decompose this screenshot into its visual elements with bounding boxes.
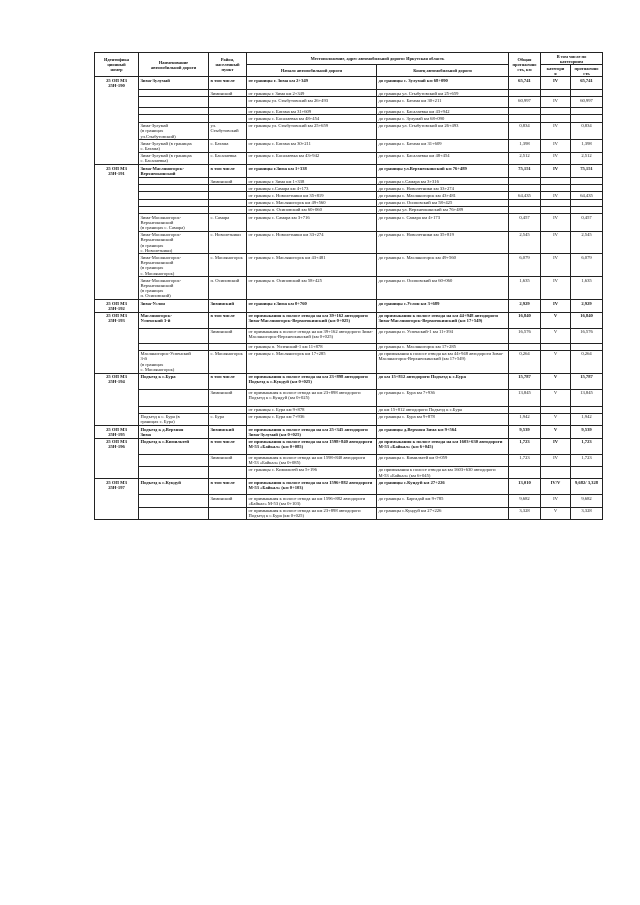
header-road-end: Конец автомобильной дороги	[377, 65, 509, 77]
total-length: 1,723	[509, 454, 541, 466]
category-length: 6,079	[571, 254, 603, 277]
total-length: 1,398	[509, 140, 541, 152]
total-length: 13,010	[509, 479, 541, 495]
road-end: до границы с.Услон км 3+689	[377, 300, 509, 312]
table-row	[95, 507, 603, 519]
table-row	[95, 152, 603, 164]
total-length: 75,151	[509, 165, 541, 178]
category-length: 1,942	[571, 413, 603, 425]
district-cell: с. Самара	[209, 214, 247, 232]
road-start: от границы с. Кимильтей км 5+196	[247, 466, 377, 478]
district-cell: Зиминский	[209, 389, 247, 406]
category-cell: V	[541, 389, 571, 406]
road-start: от примыкания к полосе отвода на км 1598+840 автодороги М-53 «Байкал» (км 0+085)	[247, 454, 377, 466]
road-id: 25 ОП МЗ 25Н-195	[95, 426, 139, 438]
category-cell: V	[541, 350, 571, 373]
category-cell	[541, 185, 571, 192]
district-cell: п. Осиповский	[209, 277, 247, 300]
category-cell	[541, 199, 571, 206]
road-end: до границы с. Басалаевка км 48+454	[377, 152, 509, 164]
category-length	[571, 178, 603, 185]
road-start: от границы с. Бура км 7+936	[247, 413, 377, 425]
total-length	[509, 185, 541, 192]
road-start: от примыкания к полосе отвода на км 39+162 автодороги Зима-Масляногорск-Верхнеокинский (км 0+025)	[247, 312, 377, 328]
total-length: 65,741	[509, 77, 541, 90]
category-cell: IV	[541, 214, 571, 232]
category-cell: IV	[541, 77, 571, 90]
total-length: 16,840	[509, 312, 541, 328]
road-end: до границы с.Кундуй км 27+226	[377, 479, 509, 495]
total-length: 1,942	[509, 413, 541, 425]
road-name: Подъезд к с.Кимильтей	[139, 438, 209, 454]
total-length: 0,457	[509, 214, 541, 232]
road-id: 25 ОП МЗ 25Н-193	[95, 312, 139, 373]
road-name	[139, 185, 209, 192]
district-cell: с. Басалаевка	[209, 152, 247, 164]
category-length: 15,787	[571, 373, 603, 389]
category-length: 9,682	[571, 495, 603, 507]
road-end: до границы с. Бура км 9+878	[377, 413, 509, 425]
road-start: от границы г. Зима км 2+349	[247, 77, 377, 90]
category-cell: IV	[541, 192, 571, 199]
total-length: 1,723	[509, 438, 541, 454]
category-cell: IV	[541, 165, 571, 178]
table-row	[95, 122, 603, 140]
category-length: 0,457	[571, 214, 603, 232]
road-name: Подъезд к д.Верхняя Зима	[139, 426, 209, 438]
road-start: от границы с. Новолетники км 33+274	[247, 231, 377, 254]
district-cell: Зиминский	[209, 178, 247, 185]
total-length	[509, 199, 541, 206]
road-name	[139, 466, 209, 478]
road-registry-table	[94, 52, 603, 520]
category-cell: IV/V	[541, 479, 571, 495]
district-cell: в том числе	[209, 479, 247, 495]
table-row	[95, 185, 603, 192]
road-name: Подъезд к с. Бура (в границах с. Бура)	[139, 413, 209, 425]
table-row	[95, 343, 603, 350]
road-end: до границы с. Батама км 31+609	[377, 140, 509, 152]
district-cell: с. Масляногорск	[209, 254, 247, 277]
table-row	[95, 328, 603, 343]
category-cell: V	[541, 413, 571, 425]
road-name: Зима-Зулумай	[139, 77, 209, 90]
road-start: от примыкания к полосе отвода на км 23+898 автодороги Подъезд к с.Кундуй (км 0+025)	[247, 389, 377, 406]
road-end: до границы с. Батама км 30+211	[377, 97, 509, 108]
road-name: Подъезд к с.Бура	[139, 373, 209, 389]
road-start: от примыкания к полосе отвода на км 25+345 автодороги Зима-Зулумай (км 0+025)	[247, 426, 377, 438]
table-row	[95, 406, 603, 413]
total-length: 15,787	[509, 373, 541, 389]
total-length: 0,264	[509, 350, 541, 373]
table-row	[95, 495, 603, 507]
district-cell: Зиминский	[209, 426, 247, 438]
district-cell: ул. Стыбутовский	[209, 122, 247, 140]
table-row	[95, 140, 603, 152]
category-length	[571, 199, 603, 206]
category-length	[571, 466, 603, 478]
road-name	[139, 495, 209, 507]
road-name	[139, 454, 209, 466]
road-start: от примыкания к полосе отвода на км 39+162 автодороги Зима-Масляногорск-Верхнеокинский (км 0+025)	[247, 328, 377, 343]
category-length: 2,545	[571, 231, 603, 254]
total-length	[509, 466, 541, 478]
total-length: 6,079	[509, 254, 541, 277]
road-name	[139, 178, 209, 185]
road-name	[139, 343, 209, 350]
table-row	[95, 192, 603, 199]
table-row	[95, 178, 603, 185]
road-end: до км 15+812 автодороги Подъезд к с.Бура	[377, 406, 509, 413]
total-length	[509, 343, 541, 350]
category-cell: V	[541, 426, 571, 438]
road-end: до границы с. Баргадай км 9+785	[377, 495, 509, 507]
road-id: 25 ОП МЗ 25Н-190	[95, 77, 139, 165]
road-end: до км 15+812 автодороги Подъезд к с.Бура	[377, 373, 509, 389]
category-length: 0,834	[571, 122, 603, 140]
district-cell	[209, 466, 247, 478]
district-cell: в том числе	[209, 438, 247, 454]
category-length	[571, 185, 603, 192]
total-length	[509, 115, 541, 122]
road-end: до примыкания к полосе отвода на км 1603+630 автодороги М-53 «Байкал» (км 6+045)	[377, 466, 509, 478]
category-length	[571, 406, 603, 413]
road-end: до границы с. Новолетники км 33+274	[377, 185, 509, 192]
road-end: до границы ул.Верхнеокинский км 76+489	[377, 165, 509, 178]
district-cell: с. Масляногорск	[209, 350, 247, 373]
category-cell: V	[541, 312, 571, 328]
category-length	[571, 115, 603, 122]
road-name: Подъезд к с.Кундуй	[139, 479, 209, 495]
header-road-start: Начало автомобильной дороги	[247, 65, 377, 77]
road-name: Зима-Масляногорск- Верхнеокинский (в границах с. Масляногорск)	[139, 254, 209, 277]
category-length: 1,635	[571, 277, 603, 300]
category-length: 1,723	[571, 438, 603, 454]
total-length: 2,929	[509, 300, 541, 312]
category-length: 2,512	[571, 152, 603, 164]
category-length	[571, 206, 603, 213]
category-cell: IV	[541, 97, 571, 108]
district-cell: с. Батама	[209, 140, 247, 152]
table-body	[95, 77, 603, 520]
district-cell: с. Бура	[209, 413, 247, 425]
road-start: от границы п. Осиповский км 60+060	[247, 206, 377, 213]
table-row	[95, 214, 603, 232]
road-end: до границы с. Басалаевка км 43+942	[377, 108, 509, 115]
table-row	[95, 350, 603, 373]
total-length: 60,997	[509, 97, 541, 108]
table-row	[95, 413, 603, 425]
category-cell: V	[541, 328, 571, 343]
total-length: 0,834	[509, 122, 541, 140]
road-name	[139, 192, 209, 199]
district-cell: в том числе	[209, 165, 247, 178]
road-start: от примыкания к полосе отвода на км 1596+882 автодороги «Байкал» М-53 (км 0+103)	[247, 495, 377, 507]
total-length: 1,635	[509, 277, 541, 300]
category-cell: IV	[541, 277, 571, 300]
table-row	[95, 108, 603, 115]
category-length: 75,151	[571, 165, 603, 178]
total-length: 2,545	[509, 231, 541, 254]
total-length	[509, 406, 541, 413]
category-cell: IV	[541, 454, 571, 466]
district-cell: в том числе	[209, 77, 247, 90]
table-row	[95, 466, 603, 478]
total-length: 16,576	[509, 328, 541, 343]
header-cat-length: протяженно сть	[571, 65, 603, 77]
road-name: Зима-Масляногорск- Верхнеокинский	[139, 165, 209, 178]
road-id: 25 ОП МЗ 25Н-197	[95, 479, 139, 520]
road-start: от границы ул. Стыбутовский км 26+493	[247, 97, 377, 108]
road-start: от примыкания к полосе отвода на км 1596+882 автодороги М-53 «Байкал» (км 0+103)	[247, 479, 377, 495]
road-start: от границы с. Самара км 3+716	[247, 214, 377, 232]
road-id: 25 ОП МЗ 25Н-192	[95, 300, 139, 312]
table-row	[95, 254, 603, 277]
road-end: до границы с. Новолетники км 35+819	[377, 231, 509, 254]
road-end: до границы ул. Стыбутовский км 26+493	[377, 122, 509, 140]
road-id: 25 ОП МЗ 25Н-191	[95, 165, 139, 300]
total-length: 9,539	[509, 426, 541, 438]
road-end: до границы п. Осиповский км 60+060	[377, 277, 509, 300]
road-start: от примыкания к полосе отвода на км 23+898 автодороги Подъезд к с.Бура (км 0+025)	[247, 507, 377, 519]
road-end: до примыкания к полосе отвода на км 44+948 автодороги Зима-Масляногорск-Верхнеокинский (км 17+549)	[377, 350, 509, 373]
table-row	[95, 277, 603, 300]
table-row	[95, 300, 603, 312]
category-cell: IV	[541, 140, 571, 152]
road-end: до границы ул. Стыбутовский км 25+659	[377, 90, 509, 97]
road-start: от границы ул. Стыбутовский км 25+659	[247, 122, 377, 140]
district-cell	[209, 507, 247, 519]
road-start: от границы п. Осиповский км 58+425	[247, 277, 377, 300]
category-length: 64,435	[571, 192, 603, 199]
road-start: от границы с. Масляногорск км 43+481	[247, 254, 377, 277]
category-length: 9,539	[571, 426, 603, 438]
road-name: Масляногорск- Успенский 3-й	[139, 312, 209, 328]
table-row	[95, 389, 603, 406]
district-cell	[209, 206, 247, 213]
road-end: до границы с. Масляногорск км 43+481	[377, 192, 509, 199]
table-row	[95, 115, 603, 122]
road-start: от границы с. Басалаевка км 48+454	[247, 115, 377, 122]
road-name	[139, 507, 209, 519]
road-start: от границы с. Новолетники км 35+819	[247, 192, 377, 199]
table-row	[95, 199, 603, 206]
road-name	[139, 206, 209, 213]
table-row	[95, 479, 603, 495]
road-name: Зима-Услон	[139, 300, 209, 312]
category-cell	[541, 343, 571, 350]
road-name	[139, 389, 209, 406]
road-end: до границы с. Зулумай км 68+090	[377, 115, 509, 122]
category-length: 1,398	[571, 140, 603, 152]
category-cell: IV	[541, 495, 571, 507]
road-end: до границы с. Масляногорск км 17+285	[377, 343, 509, 350]
table-row	[95, 231, 603, 254]
category-cell: V	[541, 507, 571, 519]
road-name: Зима-Зулумай (в границах ул.Стыбутовский)	[139, 122, 209, 140]
table-row	[95, 90, 603, 97]
category-length	[571, 90, 603, 97]
district-cell: с. Новолетники	[209, 231, 247, 254]
category-length: 2,929	[571, 300, 603, 312]
road-end: до границы п. Успенский-1 км 11+394	[377, 328, 509, 343]
road-name: Масляногорск-Успенский 3-й (в границах с. Масляногорск)	[139, 350, 209, 373]
district-cell	[209, 192, 247, 199]
header-road-name: Наименование автомобильной дороги	[139, 53, 209, 77]
category-cell	[541, 108, 571, 115]
road-end: до границы д.Верхняя Зима км 9+564	[377, 426, 509, 438]
category-cell	[541, 115, 571, 122]
category-cell: IV	[541, 254, 571, 277]
category-length	[571, 343, 603, 350]
road-name: Зима-Масляногорск- Верхнеокинский (в границах п. Осиповский)	[139, 277, 209, 300]
road-start: от границы с. Басалаевка км 43+942	[247, 152, 377, 164]
district-cell	[209, 108, 247, 115]
category-length: 13,845	[571, 389, 603, 406]
district-cell	[209, 115, 247, 122]
total-length: 2,512	[509, 152, 541, 164]
header-id-number: Идентифика ционный номер	[95, 53, 139, 77]
road-start: от границы г. Зима км 2+349	[247, 90, 377, 97]
road-end: до границы ул. Верхнеокинский км 76+489	[377, 206, 509, 213]
road-end: до границы с. Самара км 4+173	[377, 214, 509, 232]
road-id: 25 ОП МЗ 25Н-194	[95, 373, 139, 426]
category-cell	[541, 90, 571, 97]
road-name	[139, 108, 209, 115]
road-end: до границы с.Самара км 3+316	[377, 178, 509, 185]
district-cell: Зиминский	[209, 90, 247, 97]
road-end: до границы с. Бура км 7+936	[377, 389, 509, 406]
total-length: 13,845	[509, 389, 541, 406]
district-cell	[209, 97, 247, 108]
road-start: от границы г.Зима км 1+338	[247, 165, 377, 178]
road-start: от границы с. Бура км 9+878	[247, 406, 377, 413]
road-end: до границы с. Зулумай км 68+090	[377, 77, 509, 90]
table-row	[95, 97, 603, 108]
table-row	[95, 426, 603, 438]
category-cell	[541, 178, 571, 185]
road-start: от границы с. Масляногорск км 49+560	[247, 199, 377, 206]
road-end: до границы с. Кимильтей км 0+059	[377, 454, 509, 466]
category-length: 9,682/ 3,328	[571, 479, 603, 495]
category-length: 3,328	[571, 507, 603, 519]
road-end: до границы с.Кундуй км 27+226	[377, 507, 509, 519]
road-end: до примыкания к полосе отвода на км 44+948 автодороги Зима-Масляногорск-Верхнеокинский (км 17+549)	[377, 312, 509, 328]
road-name	[139, 406, 209, 413]
road-name: Зима-Зулумай (в границах с. Басалаевка)	[139, 152, 209, 164]
road-id: 25 ОП МЗ 25Н-196	[95, 438, 139, 479]
road-name	[139, 90, 209, 97]
category-length: 60,997	[571, 97, 603, 108]
total-length: 9,682	[509, 495, 541, 507]
district-cell: в том числе	[209, 312, 247, 328]
road-start: от границы г.Зима км 0+760	[247, 300, 377, 312]
district-cell: Зиминский	[209, 495, 247, 507]
road-start: от границы с. Масляногорск км 17+285	[247, 350, 377, 373]
road-end: до границы с. Масляногорск км 49+560	[377, 254, 509, 277]
road-start: от границы п. Успенский-1 км 11+878	[247, 343, 377, 350]
table-row	[95, 77, 603, 90]
road-start: от границы с. Батама км 31+609	[247, 108, 377, 115]
table-row	[95, 454, 603, 466]
district-cell: Зиминский	[209, 328, 247, 343]
road-name: Зима-Масляногорск- Верхнеокинский (в границах с. Самара)	[139, 214, 209, 232]
road-name: Зима-Зулумай (в границах с. Батама)	[139, 140, 209, 152]
district-cell: Зиминский	[209, 300, 247, 312]
district-cell	[209, 185, 247, 192]
table-row	[95, 165, 603, 178]
district-cell	[209, 343, 247, 350]
road-start: от примыкания к полосе отвода на км 23+898 автодороги Подъезд к с.Кундуй (км 0+025)	[247, 373, 377, 389]
category-cell: IV	[541, 231, 571, 254]
header-category: категори я	[541, 65, 571, 77]
header-length: Общая протяженно сть, км	[509, 53, 541, 77]
district-cell: в том числе	[209, 373, 247, 389]
total-length	[509, 206, 541, 213]
table-row	[95, 312, 603, 328]
road-start: от примыкания к полосе отвода на км 1598+840 автодороги М-53 «Байкал» (км 0+085)	[247, 438, 377, 454]
total-length	[509, 90, 541, 97]
category-cell: IV	[541, 122, 571, 140]
category-cell	[541, 466, 571, 478]
category-length: 16,840	[571, 312, 603, 328]
total-length: 64,435	[509, 192, 541, 199]
road-name	[139, 328, 209, 343]
header-district: Район, населенный пункт	[209, 53, 247, 77]
category-cell: IV	[541, 152, 571, 164]
total-length	[509, 108, 541, 115]
category-length: 16,576	[571, 328, 603, 343]
road-name: Зима-Масляногорск- Верхнеокинский (в границах с. Новолетники)	[139, 231, 209, 254]
total-length	[509, 178, 541, 185]
road-name	[139, 115, 209, 122]
header-in-total: В том числе по категориям	[541, 53, 603, 65]
table-row	[95, 206, 603, 213]
road-start: от границы г. Зима км 1+338	[247, 178, 377, 185]
road-start: от границы с.Самара км 4+173	[247, 185, 377, 192]
category-length	[571, 108, 603, 115]
category-length: 65,741	[571, 77, 603, 90]
category-length: 0,264	[571, 350, 603, 373]
category-cell: IV	[541, 300, 571, 312]
district-cell: Зиминский	[209, 454, 247, 466]
district-cell	[209, 406, 247, 413]
road-name	[139, 97, 209, 108]
header-location: Местоположение, адрес автомобильной дороги: Иркутская область	[247, 53, 509, 65]
road-end: до примыкания к полосе отвода на км 1603+630 автодороги М-53 «Байкал» (км 6+045)	[377, 438, 509, 454]
district-cell	[209, 199, 247, 206]
header-row-1	[95, 53, 603, 65]
total-length: 3,328	[509, 507, 541, 519]
category-cell	[541, 206, 571, 213]
category-cell: V	[541, 373, 571, 389]
road-start: от границы с. Батама км 30+211	[247, 140, 377, 152]
road-end: до границы п. Осиповский км 58+425	[377, 199, 509, 206]
table-row	[95, 373, 603, 389]
category-length: 1,723	[571, 454, 603, 466]
category-cell: IV	[541, 438, 571, 454]
road-name	[139, 199, 209, 206]
table-row	[95, 438, 603, 454]
category-cell	[541, 406, 571, 413]
